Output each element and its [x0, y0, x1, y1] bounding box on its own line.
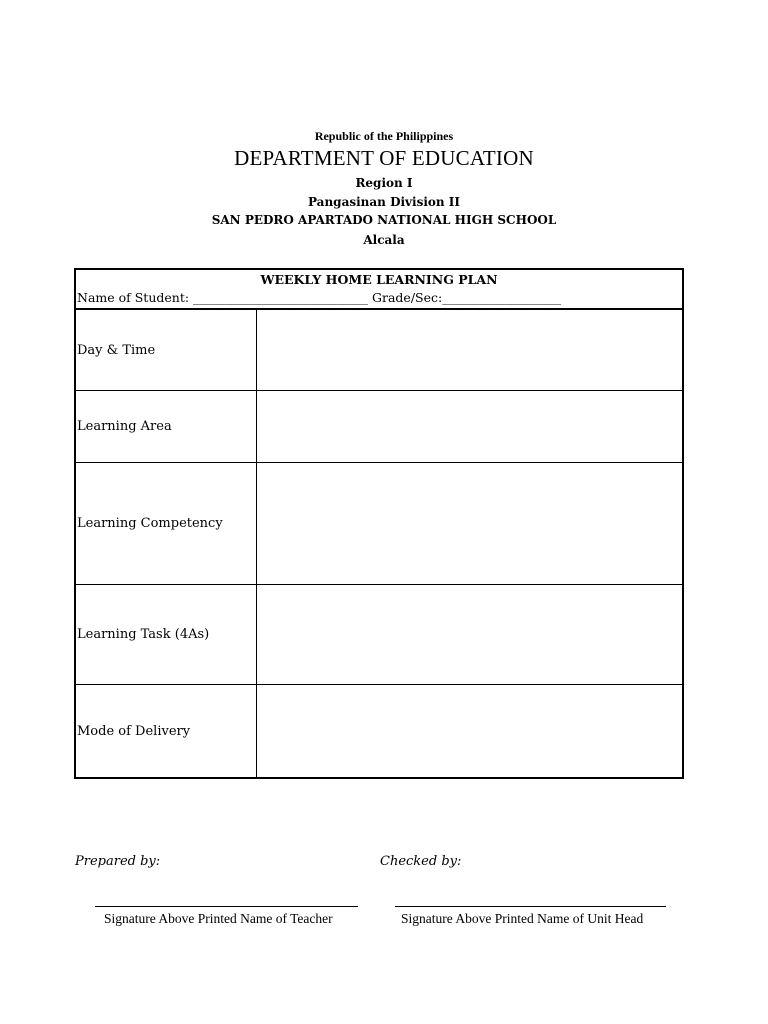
plan-title: WEEKLY HOME LEARNING PLAN — [260, 272, 498, 287]
learning-task-field[interactable] — [257, 585, 682, 684]
table-row-learning-area — [76, 391, 682, 463]
learning-area-field[interactable] — [257, 391, 682, 462]
row-label-mode-of-delivery: Mode of Delivery — [77, 723, 191, 739]
region-heading: Region I — [355, 176, 413, 190]
learning-competency-field[interactable] — [257, 463, 682, 584]
teacher-signature-caption: Signature Above Printed Name of Teacher — [104, 911, 333, 926]
row-label-learning-area: Learning Area — [77, 419, 172, 434]
plan-header — [76, 270, 682, 310]
row-label-cell — [76, 685, 257, 777]
row-label-learning-task: Learning Task (4As) — [77, 627, 210, 642]
weekly-plan-table — [74, 268, 684, 779]
school-heading: SAN PEDRO APARTADO NATIONAL HIGH SCHOOL — [211, 213, 557, 227]
row-label-day-time: Day & Time — [77, 342, 156, 358]
table-row-mode-of-delivery — [76, 685, 682, 777]
teacher-signature-line — [95, 906, 358, 907]
unit-head-signature-caption: Signature Above Printed Name of Unit Head — [401, 911, 644, 926]
town-heading: Alcala — [363, 233, 405, 247]
checked-by-label: Checked by: — [380, 854, 462, 869]
row-label-cell — [76, 310, 257, 390]
plan-rows — [76, 310, 682, 777]
row-label-cell — [76, 585, 257, 684]
republic-heading: Republic of the Philippines — [314, 129, 454, 143]
unit-head-signature-line — [395, 906, 666, 907]
day-time-field[interactable] — [257, 310, 682, 390]
table-row-learning-competency — [76, 463, 682, 585]
division-heading: Pangasinan Division II — [307, 195, 461, 209]
table-row-day-time — [76, 310, 682, 391]
row-label-cell — [76, 391, 257, 462]
table-row-learning-task — [76, 585, 682, 685]
prepared-by-label: Prepared by: — [75, 854, 161, 869]
mode-of-delivery-field[interactable] — [257, 685, 682, 777]
department-heading: DEPARTMENT OF EDUCATION — [234, 146, 534, 170]
row-label-cell — [76, 463, 257, 584]
student-info-line: Name of Student: ____________________________ Grade/Sec:___________________ — [77, 290, 561, 305]
row-label-learning-competency: Learning Competency — [77, 516, 223, 531]
